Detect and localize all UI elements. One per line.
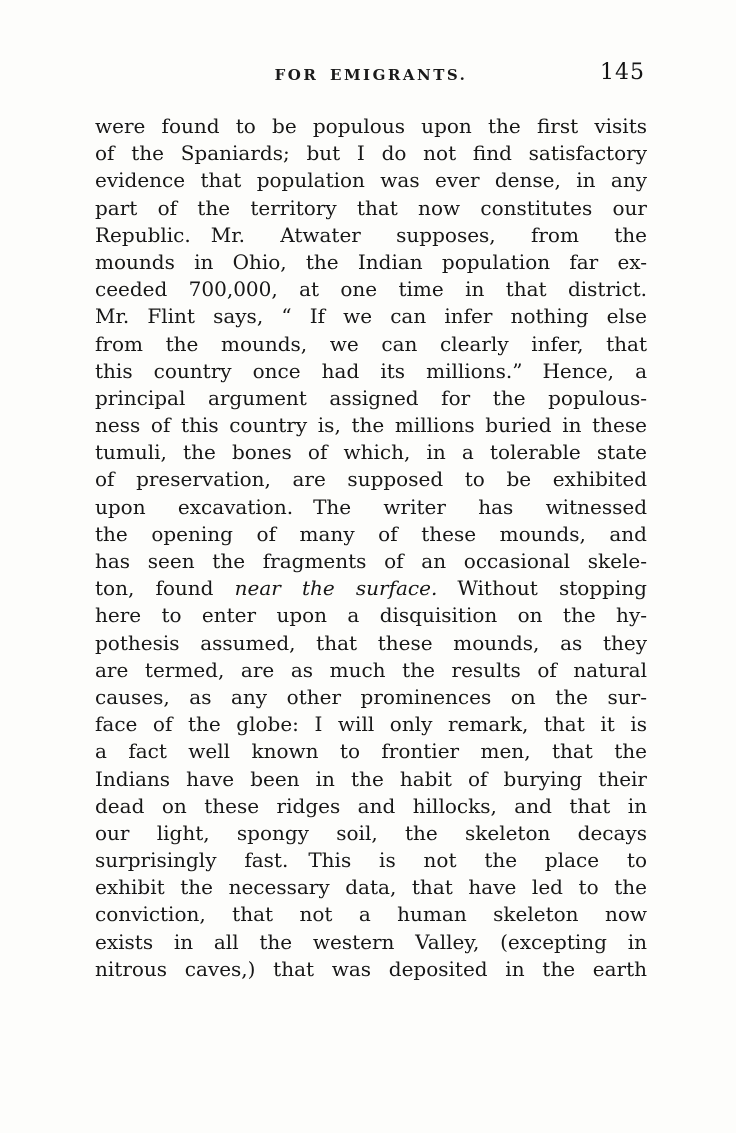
- text-segment: the opening of many of these mounds, and: [95, 521, 647, 546]
- text-line: [95, 249, 647, 276]
- text-segment: exhibit the necessary data, that have led to the: [95, 875, 647, 900]
- text-segment: ceeded 700,000, at one time in that district.: [95, 277, 647, 302]
- text-segment: this country once had its millions.” Hence, a: [95, 358, 647, 383]
- text-segment: Mr. Flint says, “ If we can infer nothing else: [95, 304, 647, 329]
- text-line: [95, 766, 647, 793]
- text-segment: here to enter upon a disquisition on the hy-: [95, 603, 647, 628]
- text-line: [95, 331, 647, 358]
- text-segment: part of the territory that now constitutes our: [95, 195, 647, 220]
- text-line: [95, 303, 647, 330]
- running-title: FOR EMIGRANTS.: [274, 66, 468, 84]
- text-segment: conviction, that not a human skeleton now: [95, 902, 647, 927]
- text-line: [95, 820, 647, 847]
- text-line: [95, 195, 647, 222]
- text-segment: exists in all the western Valley, (excepting in: [95, 929, 647, 954]
- text-line: [95, 466, 647, 493]
- text-line: [95, 521, 647, 548]
- text-segment: mounds in Ohio, the Indian population far ex-: [95, 249, 647, 274]
- text-line: [95, 793, 647, 820]
- text-line: [95, 358, 647, 385]
- text-segment: face of the globe: I will only remark, that it is: [95, 712, 647, 737]
- text-segment: surprisingly fast. This is not the place to: [95, 848, 647, 873]
- page-number: 145: [600, 60, 645, 85]
- text-line: [95, 901, 647, 928]
- text-segment: Indians have been in the habit of burying their: [95, 766, 647, 791]
- page-body: [95, 113, 647, 983]
- text-line: [95, 494, 647, 521]
- text-line: [95, 874, 647, 901]
- text-line: [95, 602, 647, 629]
- text-segment: from the mounds, we can clearly infer, that: [95, 331, 647, 356]
- text-line: [95, 222, 647, 249]
- text-segment: principal argument assigned for the populous-: [95, 385, 647, 410]
- text-segment: upon excavation. The writer has witnessed: [95, 494, 647, 519]
- text-segment: a fact well known to frontier men, that the: [95, 739, 647, 764]
- text-line: [95, 113, 647, 140]
- text-segment: dead on these ridges and hillocks, and that in: [95, 793, 647, 818]
- text-line: [95, 548, 647, 575]
- text-line: [95, 276, 647, 303]
- text-segment: are termed, are as much the results of natural: [95, 657, 647, 682]
- text-segment: tumuli, the bones of which, in a tolerable state: [95, 440, 647, 465]
- italic-text-segment: near the surface.: [234, 576, 438, 601]
- text-line: [95, 385, 647, 412]
- page-header: [95, 60, 647, 88]
- text-segment: causes, as any other prominences on the sur-: [95, 684, 647, 709]
- text-segment: our light, spongy soil, the skeleton decays: [95, 820, 647, 845]
- text-segment: has seen the fragments of an occasional skele-: [95, 549, 647, 573]
- text-segment: ness of this country is, the millions buried in these: [95, 413, 647, 438]
- text-segment: pothesis assumed, that these mounds, as they: [95, 630, 647, 655]
- text-segment: Republic. Mr. Atwater supposes, from the: [95, 222, 647, 247]
- text-segment: of preservation, are supposed to be exhibited: [95, 467, 647, 492]
- text-line: [95, 738, 647, 765]
- text-line: [95, 412, 647, 439]
- text-segment: ton, found: [95, 576, 235, 601]
- text-line: [95, 575, 647, 602]
- text-line: [95, 657, 647, 684]
- text-line: [95, 684, 647, 711]
- text-line: [95, 167, 647, 194]
- text-segment: Without stopping: [437, 576, 647, 601]
- text-line: [95, 847, 647, 874]
- text-segment: of the Spaniards; but I do not find satisfactory: [95, 141, 647, 166]
- text-line: [95, 711, 647, 738]
- text-line: [95, 929, 647, 956]
- text-line: [95, 956, 647, 983]
- text-line: [95, 439, 647, 466]
- text-line: [95, 630, 647, 657]
- text-segment: were found to be populous upon the first visits: [95, 114, 647, 138]
- text-segment: evidence that population was ever dense, in any: [95, 168, 647, 193]
- text-line: [95, 140, 647, 167]
- text-segment: nitrous caves,) that was deposited in the earth: [95, 956, 647, 981]
